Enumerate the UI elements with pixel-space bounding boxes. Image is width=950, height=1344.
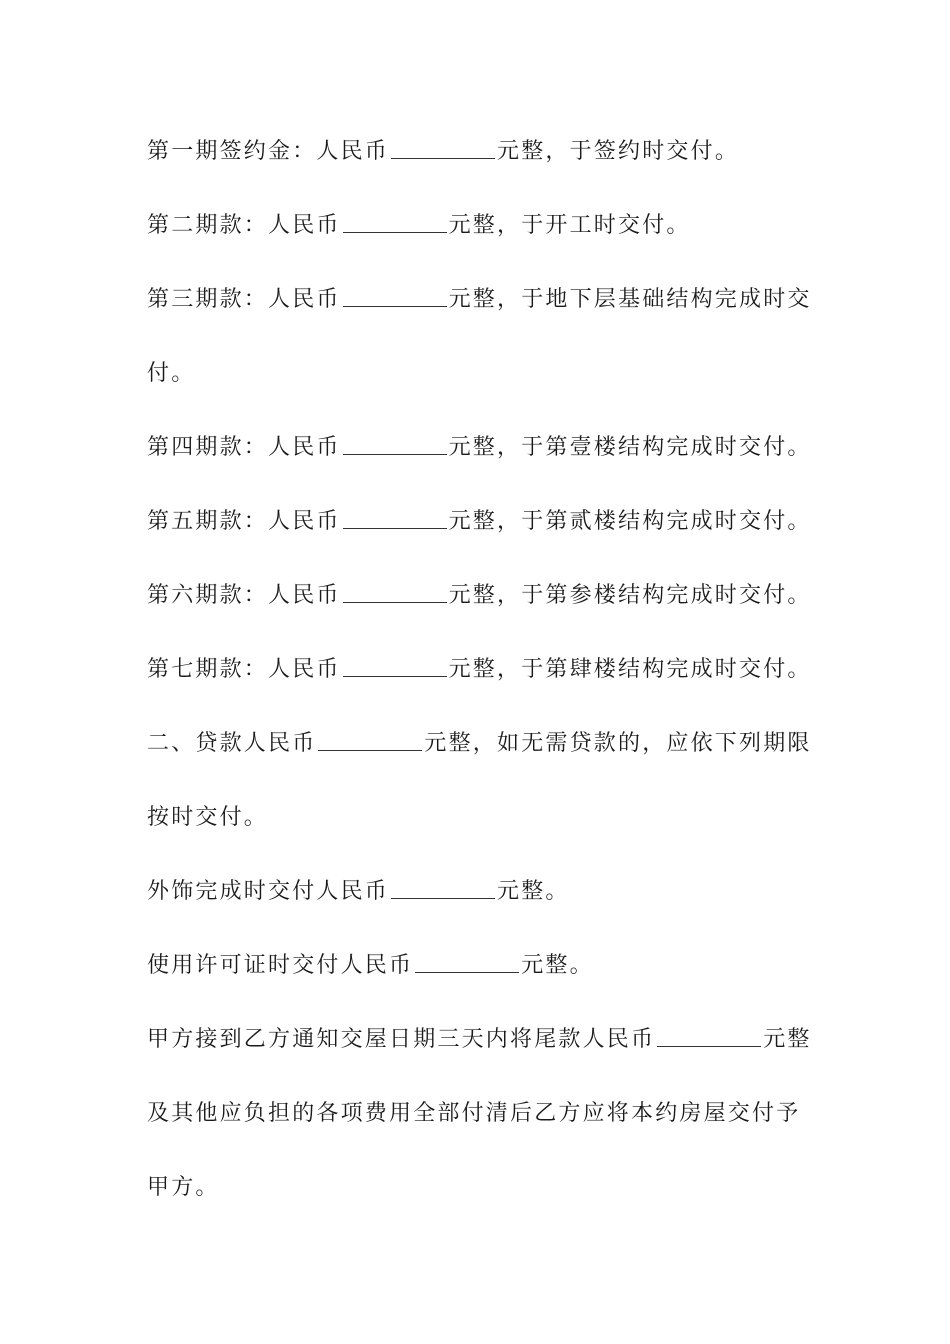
clause-text-after: 元整，于第参楼结构完成时交付。: [448, 583, 812, 608]
clause-text-before: 第一期签约金：人民币: [147, 139, 390, 164]
payment-clause-1: [147, 132, 812, 172]
use-permit-clause: [147, 946, 812, 986]
clause-text-before: 第三期款：人民币: [147, 287, 341, 312]
payment-clause-6: [147, 576, 812, 616]
document-body: [147, 132, 812, 1242]
exterior-completion-clause: [147, 872, 812, 912]
clause-text-before: 使用许可证时交付人民币: [147, 953, 414, 978]
clause-text-after: 元整。: [521, 953, 594, 978]
amount-blank: [343, 506, 447, 529]
clause-text-after: 元整，于第壹楼结构完成时交付。: [448, 435, 812, 460]
clause-text-after: 元整，于地下层基础结构完成时交付。: [147, 287, 812, 386]
clause-text-before: 第六期款：人民币: [147, 583, 341, 608]
clause-text-after: 元整，于签约时交付。: [497, 139, 740, 164]
clause-text-after: 元整，于第贰楼结构完成时交付。: [448, 509, 812, 534]
clause-text-after: 元整。: [497, 879, 570, 904]
payment-clause-3: [147, 263, 812, 411]
clause-text-before: 第五期款：人民币: [147, 509, 341, 534]
amount-blank: [318, 728, 422, 751]
amount-blank: [343, 432, 447, 455]
clause-text-after: 元整，如无需贷款的，应依下列期限按时交付。: [147, 731, 812, 830]
amount-blank: [343, 580, 447, 603]
payment-clause-2: [147, 206, 812, 246]
amount-blank: [657, 1024, 761, 1047]
final-payment-clause: [147, 1003, 812, 1225]
payment-clause-5: [147, 502, 812, 542]
loan-clause: [147, 707, 812, 855]
amount-blank: [391, 136, 495, 159]
amount-blank: [415, 950, 519, 973]
clause-text-before: 甲方接到乙方通知交屋日期三天内将尾款人民币: [147, 1027, 656, 1052]
clause-text-before: 第四期款：人民币: [147, 435, 341, 460]
clause-text-before: 第七期款：人民币: [147, 657, 341, 682]
clause-text-after: 元整，于第肆楼结构完成时交付。: [448, 657, 812, 682]
clause-text-after: 元整，于开工时交付。: [448, 213, 691, 238]
payment-clause-4: [147, 428, 812, 468]
clause-text-before: 外饰完成时交付人民币: [147, 879, 390, 904]
amount-blank: [391, 876, 495, 899]
amount-blank: [343, 654, 447, 677]
clause-text-before: 第二期款：人民币: [147, 213, 341, 238]
clause-text-after: 元整及其他应负担的各项费用全部付清后乙方应将本约房屋交付予甲方。: [147, 1027, 812, 1200]
amount-blank: [343, 210, 447, 233]
payment-clause-7: [147, 650, 812, 690]
amount-blank: [343, 284, 447, 307]
clause-text-before: 二、贷款人民币: [147, 731, 317, 756]
